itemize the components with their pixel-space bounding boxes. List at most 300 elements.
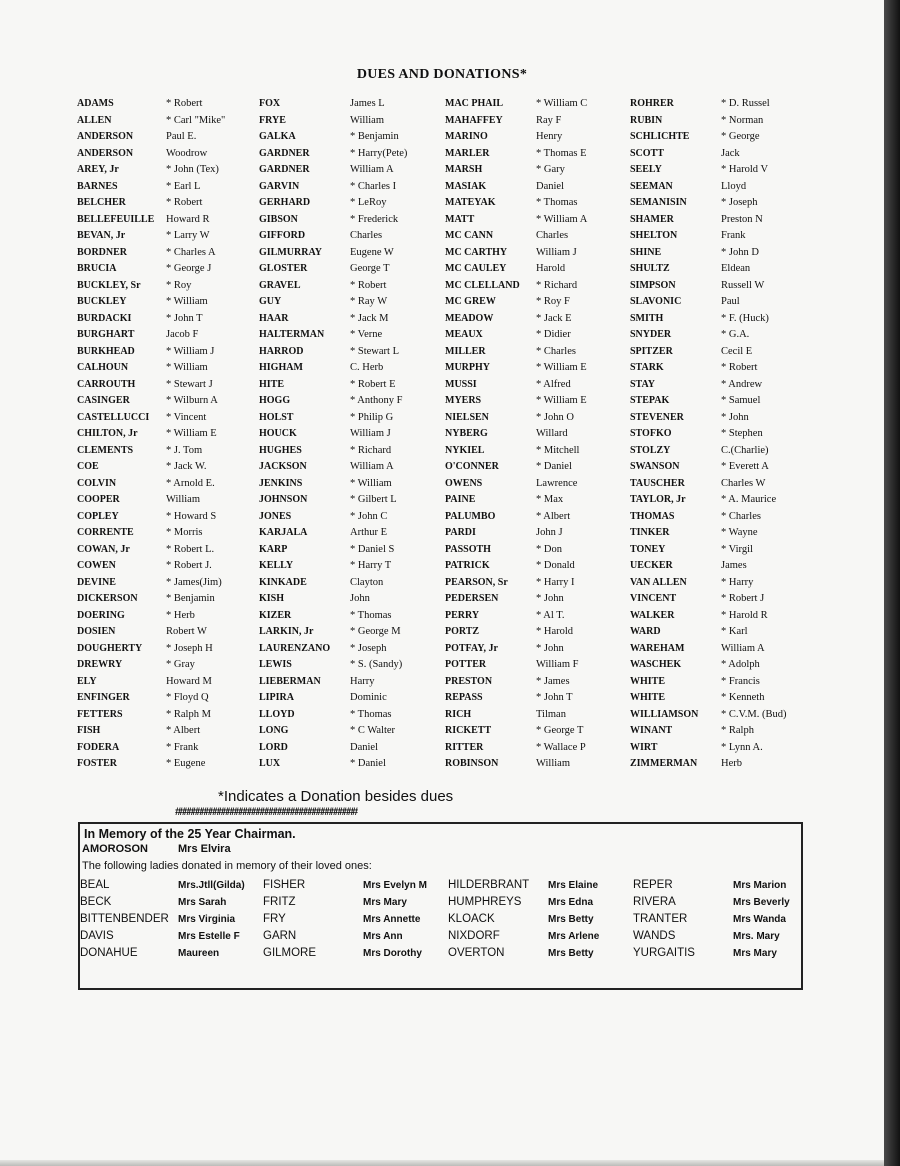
memorial-surnames-1 — [80, 877, 169, 962]
surname-cell: POTTER — [445, 659, 487, 670]
given-name-cell: * Floyd Q — [166, 692, 209, 703]
surname-cell: BURDACKI — [77, 312, 132, 324]
surname-cell: STARK — [630, 362, 664, 373]
given-name-cell: * John C — [350, 510, 388, 522]
given-name-cell: Herb — [721, 758, 742, 769]
given-name-cell: * Daniel — [350, 758, 386, 769]
memorial-lady-cell: Mrs Virginia — [178, 914, 236, 925]
surname-cell: SEELY — [630, 164, 662, 175]
surname-cell: SLAVONIC — [630, 296, 682, 307]
surname-cell: MARLER — [445, 147, 490, 159]
surname-cell: KARJALA — [259, 527, 308, 538]
given-name-cell: * Richard — [536, 279, 578, 291]
given-name-cell: * Robert J. — [166, 560, 212, 571]
surname-cell: DOERING — [77, 609, 125, 621]
surname-cell: COPLEY — [77, 510, 119, 522]
given-name-cell: John J — [536, 527, 563, 538]
given-name-cell: * C Walter — [350, 725, 396, 736]
given-name-cell: * John — [721, 411, 749, 423]
given-name-cell: Howard M — [166, 675, 212, 687]
given-name-cell: Preston N — [721, 213, 763, 225]
surname-cell: KIZER — [259, 609, 292, 621]
given-name-column-3 — [536, 96, 587, 773]
surname-cell: DOUGHERTY — [77, 642, 143, 654]
given-name-cell: * John T — [536, 692, 573, 703]
surname-cell: PRESTON — [445, 675, 493, 687]
memorial-lady-cell: Mrs Betty — [548, 948, 594, 959]
surname-cell: FOSTER — [77, 758, 118, 769]
given-name-cell: Jack — [721, 147, 740, 159]
surname-cell: DEVINE — [77, 576, 116, 588]
given-name-cell: * Anthony F — [350, 395, 403, 406]
surname-cell: SCHLICHTE — [630, 131, 690, 142]
given-name-cell: Robert W — [166, 626, 207, 637]
memorial-lady-cell: Mrs Betty — [548, 914, 594, 925]
given-name-cell: John — [350, 593, 370, 604]
given-name-cell: * George — [721, 131, 760, 142]
memorial-lady-cell: Mrs Elaine — [548, 880, 599, 891]
surname-cell: PARDI — [445, 527, 476, 538]
memorial-surnames-3 — [448, 877, 529, 962]
given-name-cell: William A — [721, 642, 765, 654]
given-name-cell: * A. Maurice — [721, 494, 777, 505]
given-name-cell: * Roy F — [536, 296, 570, 307]
given-name-cell: * Harry I — [536, 576, 575, 588]
given-name-cell: * Daniel S — [350, 543, 395, 555]
given-name-cell: Charles — [350, 230, 383, 241]
memorial-subheading: The following ladies donated in memory of their loved ones: — [82, 860, 372, 872]
given-name-cell: William — [166, 494, 200, 505]
given-name-cell: * Adolph — [721, 659, 760, 670]
given-name-cell: * John — [536, 642, 564, 654]
given-name-cell: Paul E. — [166, 131, 197, 142]
given-name-cell: Willard — [536, 428, 568, 439]
given-name-column-1 — [166, 96, 225, 773]
memorial-surname-cell: DAVIS — [80, 930, 114, 942]
given-name-cell: * William — [166, 296, 208, 307]
surname-cell: VINCENT — [630, 593, 677, 604]
surname-cell: MC GREW — [445, 296, 496, 307]
given-name-cell: * Herb — [166, 609, 195, 621]
given-name-cell: * William E — [536, 362, 587, 373]
surname-cell: LAURENZANO — [259, 642, 331, 654]
surname-cell: SIMPSON — [630, 279, 676, 291]
given-name-cell: * Vincent — [166, 411, 207, 423]
surname-cell: STOLZY — [630, 444, 671, 456]
surname-cell: SHELTON — [630, 230, 678, 241]
surname-cell: HOLST — [259, 411, 294, 423]
memorial-surname-cell: FRITZ — [263, 896, 296, 908]
surname-cell: LONG — [259, 725, 289, 736]
surname-cell: LARKIN, Jr — [259, 626, 314, 637]
memorial-lady-cell: Mrs.Jtll(Gilda) — [178, 880, 245, 891]
given-name-cell: * Ray W — [350, 296, 388, 307]
surname-cell: PEARSON, Sr — [445, 576, 508, 588]
given-name-cell: * Richard — [350, 444, 392, 456]
surname-cell: COLVIN — [77, 477, 117, 489]
surname-cell: LIEBERMAN — [259, 675, 321, 687]
surname-cell: BEVAN, Jr — [77, 230, 126, 241]
given-name-cell: * Harry(Pete) — [350, 147, 408, 159]
given-name-cell: William J — [350, 428, 391, 439]
surname-cell: UECKER — [630, 560, 673, 571]
surname-cell: KARP — [259, 543, 288, 555]
given-name-cell: * Gary — [536, 164, 565, 175]
surname-cell: CASTELLUCCI — [77, 411, 150, 423]
given-name-cell: C. Herb — [350, 362, 384, 373]
given-name-cell: Clayton — [350, 576, 384, 588]
memorial-lady-cell: Mrs Mary — [733, 948, 777, 959]
given-name-cell: Paul — [721, 296, 740, 307]
surname-cell: ROBINSON — [445, 758, 499, 769]
surname-cell: RICH — [445, 708, 472, 720]
surname-cell: NYKIEL — [445, 444, 485, 456]
memorial-surname-cell: YURGAITIS — [633, 947, 695, 959]
surname-cell: FETTERS — [77, 708, 123, 720]
surname-cell: BORDNER — [77, 246, 128, 258]
surname-cell: CARROUTH — [77, 378, 136, 390]
surname-cell: GERHARD — [259, 197, 311, 208]
surname-cell: GRAVEL — [259, 279, 301, 291]
surname-cell: ANDERSON — [77, 131, 134, 142]
given-name-cell: * Stewart J — [166, 378, 213, 390]
given-name-cell: * Jack E — [536, 312, 572, 324]
given-name-cell: * S. (Sandy) — [350, 659, 403, 670]
given-name-cell: * J. Tom — [166, 444, 203, 456]
surname-cell: HARROD — [259, 345, 304, 357]
given-name-cell: George T — [350, 263, 390, 274]
given-name-cell: * George M — [350, 626, 401, 637]
surname-cell: WIRT — [630, 741, 658, 753]
given-name-cell: Woodrow — [166, 147, 208, 159]
hash-divider: ########################################## — [175, 806, 357, 818]
surname-cell: BUCKLEY, Sr — [77, 279, 141, 291]
surname-cell: MEAUX — [445, 329, 483, 340]
given-name-cell: * Robert — [721, 362, 758, 373]
surname-cell: PATRICK — [445, 560, 490, 571]
given-name-cell: William — [536, 758, 570, 769]
given-name-cell: * Didier — [536, 329, 571, 340]
surname-cell: ENFINGER — [77, 692, 130, 703]
memorial-lady-cell: Mrs Beverly — [733, 897, 790, 908]
surname-cell: SMITH — [630, 312, 664, 324]
given-name-cell: * Robert J — [721, 593, 765, 604]
given-name-cell: * Stewart L — [350, 345, 399, 357]
given-name-cell: Jacob F — [166, 329, 199, 340]
surname-cell: GLOSTER — [259, 263, 308, 274]
given-name-cell: * Joseph H — [166, 642, 213, 654]
given-name-cell: * John D — [721, 246, 759, 258]
surname-cell: HOGG — [259, 395, 291, 406]
surname-cell: JACKSON — [259, 461, 307, 472]
memorial-surname-cell: NIXDORF — [448, 930, 500, 942]
surname-cell: BRUCIA — [77, 263, 117, 274]
surname-cell: MC CLELLAND — [445, 279, 520, 291]
given-name-cell: Harry — [350, 675, 375, 687]
surname-cell: BARNES — [77, 180, 118, 192]
surname-cell: SHAMER — [630, 213, 674, 225]
memorial-surname-cell: DONAHUE — [80, 947, 138, 959]
given-name-cell: * William E — [166, 428, 217, 439]
surname-cell: BUCKLEY — [77, 296, 127, 307]
surname-cell: JOHNSON — [259, 494, 308, 505]
given-name-cell: Daniel — [350, 741, 378, 753]
given-name-cell: * Wayne — [721, 527, 758, 538]
memorial-surname-cell: KLOACK — [448, 913, 495, 925]
surname-cell: HOUCK — [259, 428, 297, 439]
given-name-cell: * Samuel — [721, 395, 761, 406]
surname-cell: WALKER — [630, 609, 675, 621]
given-name-cell: * William J — [166, 345, 215, 357]
surname-cell: MAC PHAIL — [445, 98, 504, 109]
surname-cell: HUGHES — [259, 444, 302, 456]
given-name-cell: * C.V.M. (Bud) — [721, 708, 787, 720]
surname-cell: SHULTZ — [630, 263, 670, 274]
surname-cell: HALTERMAN — [259, 329, 325, 340]
donation-legend: *Indicates a Donation besides dues — [218, 788, 454, 805]
memorial-surname-cell: WANDS — [633, 930, 676, 942]
surname-cell: CASINGER — [77, 395, 130, 406]
surname-cell: MASIAK — [445, 180, 487, 192]
surname-cell: GIBSON — [259, 213, 298, 225]
memorial-lady-cell: Maureen — [178, 948, 220, 959]
surname-cell: WASCHEK — [630, 659, 682, 670]
given-name-cell: William A — [350, 164, 394, 175]
surname-cell: MARINO — [445, 131, 488, 142]
surname-cell: KISH — [259, 593, 285, 604]
given-name-cell: Howard R — [166, 213, 210, 225]
given-name-cell: * Albert — [166, 725, 201, 736]
surname-cell: SPITZER — [630, 345, 673, 357]
surname-cell: MUSSI — [445, 378, 477, 390]
given-name-cell: William — [350, 114, 384, 126]
memorial-lady-cell: Mrs Arlene — [548, 931, 600, 942]
surname-cell: BELLEFEUILLE — [77, 213, 155, 225]
given-name-column-4 — [721, 96, 786, 773]
memorial-lady-cell: Mrs Wanda — [733, 914, 786, 925]
surname-cell: MC CARTHY — [445, 246, 508, 258]
given-name-cell: * Wallace P — [536, 741, 586, 753]
surname-cell: BURGHART — [77, 329, 135, 340]
memorial-lady-cell: Mrs Evelyn M — [363, 880, 427, 891]
surname-column-4 — [630, 96, 698, 773]
surname-cell: MARSH — [445, 164, 483, 175]
surname-cell: MC CAULEY — [445, 263, 507, 274]
memorial-surname-cell: BITTENBENDER — [80, 913, 169, 925]
given-name-cell: * Robert — [166, 197, 203, 208]
given-name-cell: Charles W — [721, 477, 766, 489]
given-name-cell: * Ralph — [721, 725, 754, 736]
given-name-cell: * James — [536, 675, 570, 687]
given-name-cell: * Thomas — [350, 609, 392, 621]
surname-cell: HIGHAM — [259, 362, 303, 373]
memorial-surnames-2 — [263, 877, 316, 962]
surname-cell: PEDERSEN — [445, 593, 499, 604]
scan-edge — [884, 0, 900, 1166]
given-name-cell: * Harold — [536, 626, 574, 637]
memorial-surname-cell: OVERTON — [448, 947, 505, 959]
given-name-cell: * William C — [536, 98, 588, 109]
given-name-cell: * Virgil — [721, 543, 753, 555]
surname-cell: BELCHER — [77, 197, 126, 208]
surname-cell: GUY — [259, 296, 282, 307]
memorial-surname-cell: HILDERBRANT — [448, 879, 530, 891]
given-name-cell: * Norman — [721, 114, 764, 126]
given-name-cell: * Morris — [166, 527, 203, 538]
surname-cell: MAHAFFEY — [445, 114, 503, 126]
surname-cell: WILLIAMSON — [630, 708, 699, 720]
given-name-cell: James — [721, 560, 747, 571]
given-name-cell: Frank — [721, 230, 746, 241]
given-name-cell: * Joseph — [721, 197, 758, 208]
given-name-cell: * Jack M — [350, 312, 389, 324]
given-name-cell: Cecil E — [721, 345, 753, 357]
given-name-cell: C.(Charlie) — [721, 444, 769, 456]
surname-cell: RICKETT — [445, 725, 492, 736]
given-name-cell: * Donald — [536, 560, 575, 571]
given-name-cell: * Robert — [350, 279, 387, 291]
given-name-cell: * James(Jim) — [166, 576, 222, 588]
surname-cell: PAINE — [445, 494, 476, 505]
surname-cell: THOMAS — [630, 510, 675, 522]
given-name-cell: * John O — [536, 411, 574, 423]
surname-cell: PALUMBO — [445, 510, 496, 522]
surname-cell: KINKADE — [259, 576, 307, 588]
given-name-cell: * Robert E — [350, 378, 396, 390]
given-name-cell: Tilman — [536, 708, 566, 720]
memorial-lady-cell: Mrs Estelle F — [178, 931, 240, 942]
given-name-cell: Henry — [536, 131, 563, 142]
memorial-surname-cell: BEAL — [80, 879, 110, 891]
surname-cell: WHITE — [630, 675, 666, 687]
surname-cell: HAAR — [259, 312, 289, 324]
given-name-cell: * Robert L. — [166, 543, 215, 555]
given-name-cell: * Stephen — [721, 428, 763, 439]
surname-cell: TAUSCHER — [630, 477, 685, 489]
surname-cell: HITE — [259, 378, 285, 390]
surname-cell: ANDERSON — [77, 147, 134, 159]
surname-cell: COOPER — [77, 494, 120, 505]
surname-cell: STEPAK — [630, 395, 670, 406]
given-name-cell: * Harry T — [350, 560, 392, 571]
surname-cell: SCOTT — [630, 147, 664, 159]
given-name-cell: * Thomas — [350, 708, 392, 720]
surname-cell: TONEY — [630, 543, 666, 555]
given-name-cell: * Max — [536, 494, 564, 505]
memorial-lady-cell: Mrs Edna — [548, 897, 594, 908]
given-name-cell: Daniel — [536, 180, 564, 192]
given-name-cell: * Daniel — [536, 461, 572, 472]
surname-cell: LUX — [259, 758, 281, 769]
surname-cell: CORRENTE — [77, 527, 134, 538]
surname-cell: LEWIS — [259, 659, 292, 670]
given-name-cell: Dominic — [350, 692, 387, 703]
surname-cell: ADAMS — [77, 98, 114, 109]
memorial-ladies-4 — [733, 877, 790, 962]
surname-cell: WAREHAM — [630, 642, 685, 654]
given-name-cell: * Gray — [166, 659, 195, 670]
given-name-cell: * Harold R — [721, 609, 768, 621]
given-name-cell: * Philip G — [350, 411, 394, 423]
memorial-surname-cell: BECK — [80, 896, 112, 908]
memorial-lady-cell: Mrs Ann — [363, 931, 403, 942]
memorial-surname-cell: TRANTER — [633, 913, 688, 925]
surname-cell: FRYE — [259, 114, 286, 126]
given-name-cell: * Charles I — [350, 180, 397, 192]
given-name-cell: * John T — [166, 312, 203, 324]
memorial-surname-cell: FISHER — [263, 879, 306, 891]
memorial-lady-cell: Mrs Marion — [733, 880, 787, 891]
surname-cell: TINKER — [630, 527, 670, 538]
given-name-cell: * Robert — [166, 98, 203, 109]
surname-cell: ROHRER — [630, 98, 674, 109]
given-name-cell: Ray F — [536, 114, 562, 126]
given-name-cell: * Harold V — [721, 164, 769, 175]
given-name-cell: * Lynn A. — [721, 741, 763, 753]
surname-column-1 — [77, 96, 154, 773]
given-name-cell: * Harry — [721, 576, 754, 588]
given-name-cell: Russell W — [721, 279, 765, 291]
memorial-surname-cell: HUMPHREYS — [448, 896, 522, 908]
surname-cell: ZIMMERMAN — [630, 758, 698, 769]
surname-cell: NIELSEN — [445, 411, 489, 423]
memorial-lady-cell: Mrs Mary — [363, 897, 407, 908]
given-name-cell: * Jack W. — [166, 461, 207, 472]
surname-cell: GARVIN — [259, 180, 300, 192]
given-name-cell: William J — [536, 246, 577, 258]
given-name-cell: Lawrence — [536, 477, 578, 489]
given-name-cell: * George J — [166, 263, 212, 274]
surname-cell: GALKA — [259, 131, 296, 142]
surname-column-2 — [259, 96, 330, 773]
surname-cell: LLOYD — [259, 708, 295, 720]
given-name-cell: * Alfred — [536, 378, 571, 390]
surname-cell: POTFAY, Jr — [445, 642, 498, 654]
surname-cell: PORTZ — [445, 626, 480, 637]
surname-cell: CLEMENTS — [77, 444, 134, 456]
surname-cell: DOSIEN — [77, 626, 116, 637]
surname-cell: TAYLOR, Jr — [630, 494, 686, 505]
surname-cell: BURKHEAD — [77, 345, 135, 357]
surname-cell: COE — [77, 461, 99, 472]
given-name-cell: Arthur E — [350, 527, 388, 538]
surname-cell: FODERA — [77, 741, 120, 753]
surname-cell: STAY — [630, 378, 656, 390]
surname-cell: SEMANISIN — [630, 197, 687, 208]
given-name-cell: * Arnold E. — [166, 477, 215, 489]
given-name-cell: Lloyd — [721, 180, 747, 192]
surname-cell: RUBIN — [630, 114, 663, 126]
surname-cell: REPASS — [445, 692, 483, 703]
memorial-surname-cell: REPER — [633, 879, 673, 891]
given-name-cell: * Everett A — [721, 461, 769, 472]
surname-cell: OWENS — [445, 477, 483, 489]
given-name-cell: * Frederick — [350, 213, 399, 225]
memorial-surname-cell: FRY — [263, 913, 286, 925]
given-name-cell: * George T — [536, 725, 584, 736]
given-name-cell: * Charles A — [166, 246, 216, 258]
given-name-cell: * Karl — [721, 626, 748, 637]
given-name-cell: * Larry W — [166, 230, 210, 241]
given-name-cell: Harold — [536, 263, 566, 274]
given-name-cell: * Howard S — [166, 510, 217, 522]
given-name-cell: * Ralph M — [166, 708, 211, 720]
memorial-heading: In Memory of the 25 Year Chairman. — [84, 827, 296, 841]
given-name-cell: * Thomas — [536, 197, 578, 208]
memorial-surname-cell: RIVERA — [633, 896, 676, 908]
surname-cell: CHILTON, Jr — [77, 428, 138, 439]
surname-cell: PERRY — [445, 609, 480, 621]
